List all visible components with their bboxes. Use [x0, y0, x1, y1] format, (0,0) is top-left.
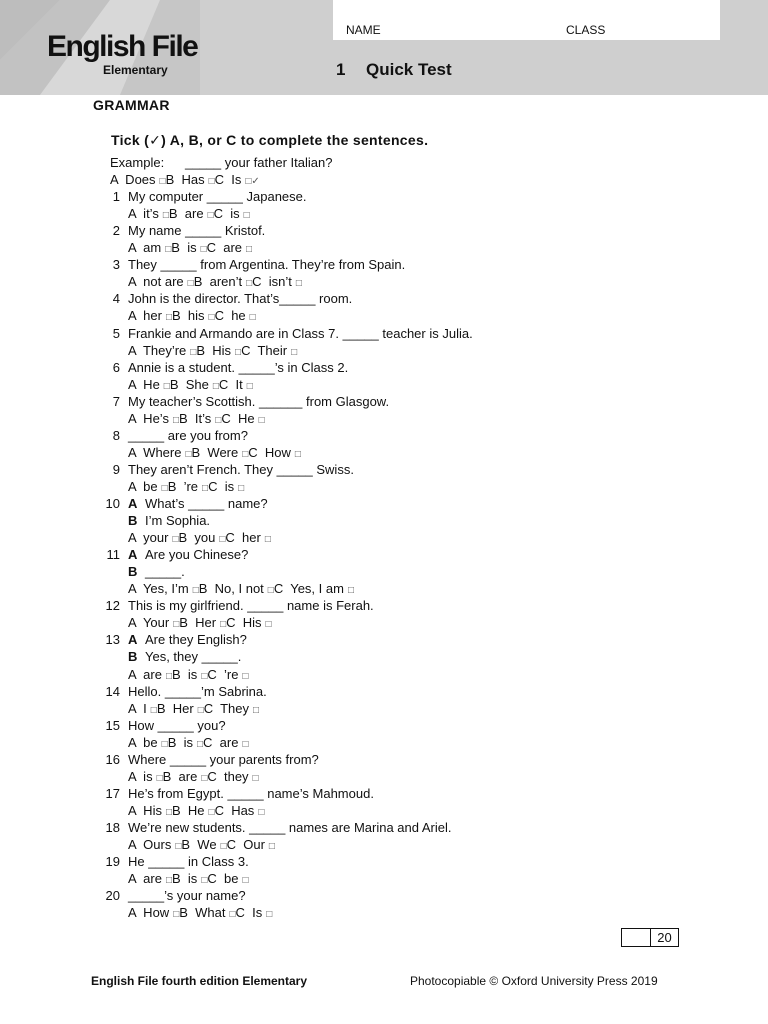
option-a: A Yes, I’m — [128, 581, 189, 597]
option-b: B Her — [156, 700, 194, 716]
checkbox-icon[interactable]: □ — [243, 210, 250, 222]
question-line — [100, 444, 700, 461]
option-label: A Does — [110, 172, 156, 188]
option-b: B his — [172, 308, 205, 324]
question-number: 5 — [112, 325, 120, 341]
speaker-label: B — [128, 564, 138, 580]
option-b: B He — [172, 802, 205, 818]
checkbox-icon[interactable]: □ — [295, 278, 302, 290]
question-line — [100, 768, 700, 785]
question-text: My name _____ Kristof. — [128, 223, 266, 239]
checkbox-icon[interactable]: □ — [208, 806, 215, 818]
question-line — [100, 666, 700, 683]
question-line — [100, 836, 700, 853]
question-line — [100, 461, 700, 478]
speaker-label: A — [128, 632, 138, 648]
question-text: They aren’t French. They _____ Swiss. — [128, 461, 354, 477]
question-text: Hello. _____’m Sabrina. — [128, 683, 267, 699]
question-line — [100, 734, 700, 751]
checkbox-icon[interactable]: □ — [201, 772, 208, 784]
checkbox-icon[interactable]: □ — [173, 619, 180, 631]
checkbox-icon[interactable]: □ — [229, 909, 236, 921]
checkbox-icon[interactable]: □ — [173, 909, 180, 921]
question-line — [100, 563, 700, 580]
question-line — [100, 273, 700, 290]
option-c: C ’re — [207, 666, 239, 682]
question-text: Are you Chinese? — [145, 547, 249, 563]
checkbox-icon[interactable]: □ — [242, 875, 249, 887]
question-line — [100, 887, 700, 904]
option-a: A His — [128, 802, 162, 818]
option-b: B you — [178, 530, 216, 546]
checkbox-icon[interactable]: □ — [190, 346, 197, 358]
option-b: B is — [172, 871, 198, 887]
option-label: C Is — [214, 172, 242, 188]
option-a: A He’s — [128, 410, 169, 426]
question-number: 13 — [105, 632, 120, 648]
checkbox-icon[interactable]: □ — [202, 482, 209, 494]
checkbox-icon[interactable]: □ — [175, 841, 182, 852]
option-label: B Has — [165, 172, 205, 188]
checkbox-icon[interactable]: □ — [252, 772, 259, 784]
option-a: A be — [128, 478, 158, 494]
checkbox-icon[interactable]: □✓ — [245, 176, 260, 188]
example-sentence: _____ your father Italian? — [185, 155, 333, 170]
checkbox-icon[interactable]: □ — [291, 346, 298, 358]
speaker-label: A — [128, 496, 138, 511]
option-b: B His — [196, 342, 232, 358]
question-text: My computer _____ Japanese. — [128, 189, 307, 205]
checkbox-icon[interactable]: □ — [185, 448, 192, 460]
option-a: A Ours — [128, 837, 172, 852]
question-number: 12 — [105, 598, 120, 614]
question-line — [100, 529, 700, 546]
option-b: B It’s — [179, 410, 212, 426]
question-line — [100, 751, 700, 768]
checkbox-icon[interactable]: □ — [215, 414, 222, 426]
checkbox-icon[interactable]: □ — [165, 312, 173, 324]
question-number: 15 — [105, 717, 120, 733]
checkbox-icon[interactable]: □ — [242, 738, 249, 750]
question-text: We’re new students. _____ names are Marina and Ariel. — [128, 819, 452, 835]
question-line — [100, 819, 700, 836]
checkbox-icon[interactable]: □ — [238, 482, 245, 494]
checkbox-icon[interactable]: □ — [187, 278, 194, 290]
question-text: What’s _____ name? — [145, 496, 268, 511]
option-a: A am — [128, 240, 162, 256]
checkbox-icon[interactable]: □ — [253, 704, 260, 716]
question-number: 1 — [112, 189, 120, 205]
footer-copyright: Photocopiable © Oxford University Press 2019 — [410, 974, 658, 988]
option-c: C isn’t — [252, 274, 292, 290]
checkbox-icon[interactable]: □ — [192, 585, 199, 597]
checkbox-icon[interactable]: □ — [235, 346, 242, 358]
question-line — [100, 171, 700, 188]
test-title — [336, 60, 452, 80]
option-c: C they — [207, 768, 249, 784]
option-c: C are — [203, 734, 239, 750]
option-c: C is — [213, 206, 240, 222]
question-line — [100, 342, 700, 359]
question-number: 4 — [112, 291, 120, 307]
answer-options — [128, 904, 272, 923]
name-label: NAME — [346, 23, 381, 37]
option-a: A I — [128, 700, 147, 716]
checkbox-icon[interactable]: □ — [156, 772, 163, 784]
option-a: A your — [128, 530, 169, 546]
question-number: 8 — [112, 427, 120, 443]
checkbox-icon[interactable]: □ — [150, 704, 157, 716]
checkbox-icon[interactable]: □ — [165, 244, 172, 256]
test-number: 1 — [336, 60, 346, 79]
option-a: A Where — [128, 444, 182, 460]
option-a: A not are — [128, 274, 184, 290]
checkbox-icon[interactable]: □ — [161, 482, 168, 494]
question-line — [100, 802, 700, 819]
question-line — [100, 154, 700, 171]
question-line — [100, 376, 700, 393]
option-b: B We — [181, 837, 217, 852]
checkbox-icon[interactable]: □ — [249, 312, 256, 324]
option-b: B She — [169, 376, 209, 392]
class-label: CLASS — [566, 23, 606, 37]
question-line — [100, 359, 700, 376]
option-b: B is — [167, 734, 193, 750]
checkbox-icon[interactable]: □ — [161, 738, 168, 750]
speaker-label: A — [128, 547, 138, 563]
checkbox-icon[interactable]: □ — [268, 841, 275, 852]
question-line — [100, 785, 700, 802]
question-line — [100, 307, 700, 324]
option-c: C her — [225, 530, 261, 546]
question-line — [100, 853, 700, 870]
score-box — [621, 928, 679, 947]
option-a: A it’s — [128, 206, 159, 222]
option-c: C Our — [226, 837, 265, 852]
question-line — [100, 512, 700, 529]
option-a: A is — [128, 768, 153, 784]
question-line — [100, 205, 700, 222]
question-text: My teacher’s Scottish. ______ from Glasgow. — [128, 393, 390, 409]
option-c: C Is — [235, 905, 263, 921]
question-number: 9 — [112, 461, 120, 477]
question-line — [100, 222, 700, 239]
checkbox-icon[interactable]: □ — [219, 534, 226, 546]
question-text: Frankie and Armando are in Class 7. _____ teacher is Julia. — [128, 325, 473, 341]
checkbox-icon[interactable]: □ — [200, 244, 207, 256]
question-number: 11 — [106, 547, 120, 563]
instruction: Tick (✓) A, B, or C to complete the sentences. — [111, 132, 429, 148]
question-number: 3 — [112, 257, 120, 273]
option-a: A be — [128, 734, 158, 750]
option-c: C They — [203, 700, 250, 716]
question-line — [100, 700, 700, 717]
option-c: C Their — [241, 342, 288, 358]
option-a: A are — [128, 666, 162, 682]
question-text: _____ are you from? — [128, 427, 248, 443]
option-c: C Has — [214, 802, 255, 818]
brand-subtitle: Elementary — [103, 63, 168, 77]
option-c: C be — [207, 871, 239, 887]
option-c: C He — [221, 410, 255, 426]
checkbox-icon[interactable]: □ — [242, 448, 249, 460]
question-text: Where _____ your parents from? — [128, 751, 319, 767]
checkbox-icon[interactable]: □ — [246, 244, 253, 256]
option-b: B is — [172, 666, 198, 682]
speaker-label: B — [128, 513, 138, 529]
checkbox-icon[interactable]: □ — [165, 875, 173, 887]
question-text: _____’s your name? — [128, 888, 246, 904]
question-text: How _____ you? — [128, 717, 226, 733]
question-text: He _____ in Class 3. — [128, 854, 249, 870]
option-c: C are — [206, 240, 243, 256]
option-c: C It — [218, 376, 243, 392]
checkbox-icon[interactable]: □ — [165, 806, 173, 818]
question-line — [100, 683, 700, 700]
question-line — [100, 580, 700, 597]
question-text: They _____ from Argentina. They’re from Spain. — [128, 257, 406, 273]
question-number: 6 — [112, 359, 120, 375]
question-number: 18 — [105, 819, 120, 835]
question-line — [100, 239, 700, 256]
question-line — [100, 188, 700, 205]
checkbox-icon[interactable]: □ — [208, 312, 215, 324]
option-b: B ’re — [167, 478, 199, 494]
checkbox-icon[interactable]: □ — [172, 414, 179, 426]
section-title: GRAMMAR — [93, 97, 170, 113]
checkbox-icon[interactable]: □ — [258, 806, 265, 818]
checkbox-icon[interactable]: □ — [264, 534, 271, 546]
option-a: A her — [128, 308, 162, 324]
checkbox-icon[interactable]: □ — [258, 414, 265, 426]
option-b: B aren’t — [193, 274, 243, 290]
checkbox-icon[interactable]: □ — [172, 534, 179, 546]
question-line — [100, 495, 700, 512]
option-b: B No, I not — [198, 581, 264, 597]
header-band — [0, 0, 768, 95]
question-line — [100, 717, 700, 734]
question-line — [100, 325, 700, 342]
option-b: B are — [168, 206, 204, 222]
name-class-box — [333, 0, 720, 40]
checkbox-icon[interactable]: □ — [201, 875, 208, 887]
score-total: 20 — [657, 930, 672, 945]
checkbox-icon[interactable]: □ — [265, 619, 272, 631]
option-b: B What — [179, 905, 226, 921]
option-a: A They’re — [128, 342, 187, 358]
checkbox-icon[interactable]: □ — [163, 380, 170, 392]
speaker-label: B — [128, 649, 138, 665]
option-c: C Yes, I am — [273, 581, 344, 597]
checkbox-icon[interactable]: □ — [208, 176, 215, 188]
checkbox-icon[interactable]: □ — [162, 210, 169, 222]
question-line — [100, 631, 700, 648]
checkbox-icon[interactable]: □ — [159, 176, 166, 188]
option-b: B Were — [191, 444, 239, 460]
question-number: 14 — [105, 683, 120, 699]
checkbox-icon[interactable]: □ — [165, 670, 173, 682]
option-c: C is — [208, 478, 235, 494]
test-title-text: Quick Test — [366, 60, 452, 79]
question-line — [100, 648, 700, 665]
question-line — [100, 478, 700, 495]
question-line — [100, 290, 700, 307]
checkbox-icon[interactable]: □ — [246, 380, 253, 392]
checkbox-icon[interactable]: □ — [294, 448, 301, 460]
question-line — [100, 870, 700, 887]
question-text: _____. — [145, 564, 185, 580]
checkbox-icon[interactable]: □ — [266, 909, 273, 921]
question-text: John is the director. That’s_____ room. — [128, 291, 353, 307]
question-number: 7 — [112, 393, 120, 409]
checkbox-icon[interactable]: □ — [220, 841, 227, 852]
question-text: I’m Sophia. — [145, 513, 211, 529]
option-c: C How — [248, 444, 291, 460]
question-text: This is my girlfriend. _____ name is Ferah. — [128, 598, 374, 614]
question-text: Annie is a student. _____’s in Class 2. — [128, 359, 349, 375]
question-line — [100, 904, 700, 921]
checkbox-icon[interactable]: □ — [201, 670, 208, 682]
question-line — [100, 614, 700, 631]
question-number: 19 — [105, 854, 120, 870]
option-b: B are — [162, 768, 198, 784]
checkbox-icon[interactable]: □ — [347, 585, 354, 597]
question-line — [100, 256, 700, 273]
option-a: A Your — [128, 615, 170, 631]
option-b: B is — [171, 240, 197, 256]
checkbox-icon[interactable]: □ — [212, 380, 219, 392]
question-number: 16 — [105, 751, 120, 767]
question-number: 10 — [105, 496, 120, 511]
question-line — [100, 597, 700, 614]
checkbox-icon[interactable]: □ — [196, 738, 204, 750]
question-text: Are they English? — [145, 632, 247, 648]
option-a: A are — [128, 871, 162, 887]
question-text: He’s from Egypt. _____ name’s Mahmoud. — [128, 785, 374, 801]
question-text: Yes, they _____. — [145, 649, 242, 665]
option-c: C he — [214, 308, 246, 324]
option-b: B Her — [179, 615, 217, 631]
option-a: A He — [128, 376, 160, 392]
question-line — [100, 393, 700, 410]
option-c: C His — [226, 615, 262, 631]
option-a: A How — [128, 905, 170, 921]
brand-title: English File — [47, 30, 198, 63]
checkbox-icon[interactable]: □ — [267, 585, 274, 597]
question-number: 2 — [112, 223, 120, 239]
checkbox-icon[interactable]: □ — [242, 670, 249, 682]
footer-book-title: English File fourth edition Elementary — [91, 974, 308, 988]
checkbox-icon[interactable]: □ — [220, 619, 227, 631]
question-number: 17 — [105, 785, 120, 801]
checkbox-icon[interactable]: □ — [246, 278, 253, 290]
score-input-cell[interactable] — [622, 929, 651, 946]
checkbox-icon[interactable]: □ — [197, 704, 204, 716]
question-line — [100, 410, 700, 427]
question-number: 20 — [105, 888, 120, 904]
question-line — [100, 427, 700, 444]
checkbox-icon[interactable]: □ — [207, 210, 214, 222]
example-label: Example: — [110, 155, 165, 170]
question-line — [100, 546, 700, 563]
